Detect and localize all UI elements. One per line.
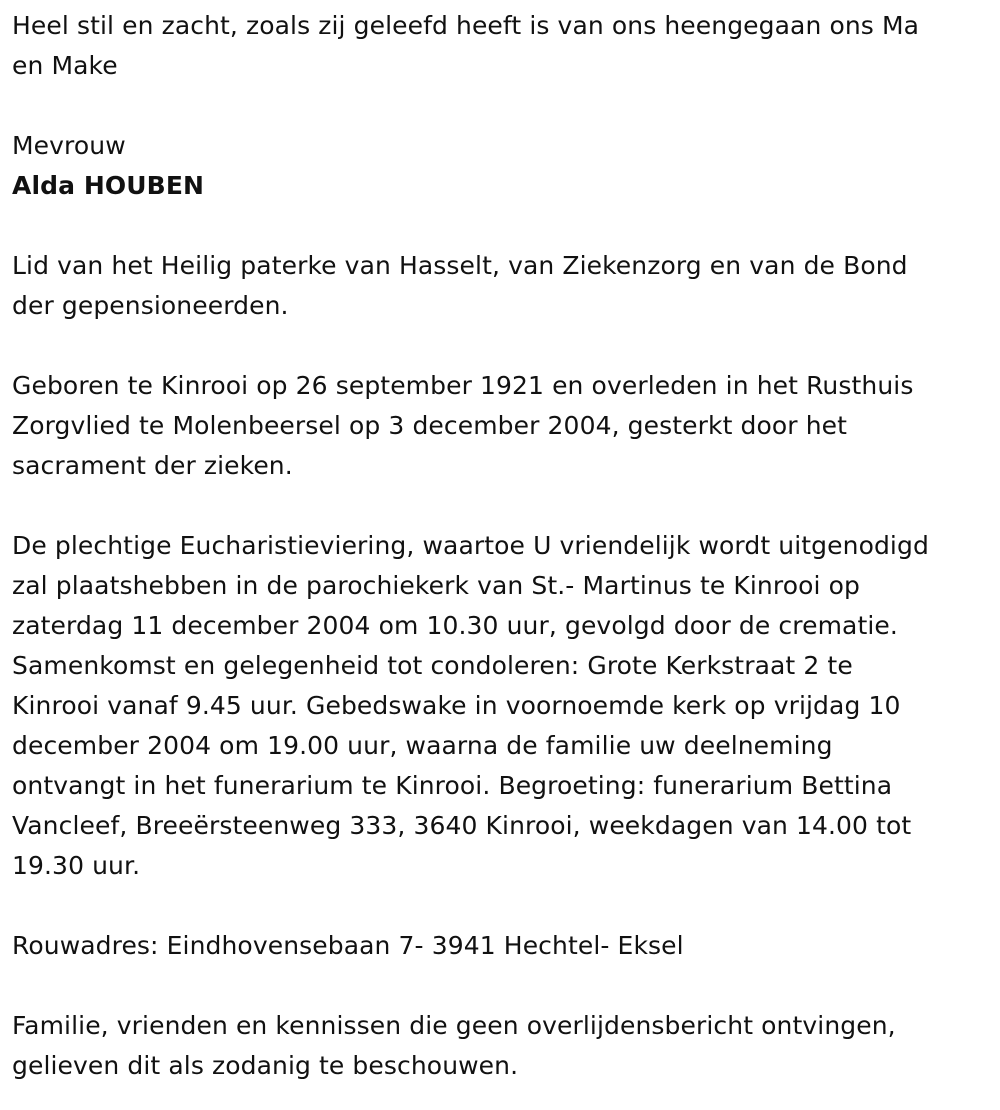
spacer [12,206,992,246]
spacer [12,86,992,126]
death-notice [12,6,992,1086]
deceased-name: Alda HOUBEN [12,171,205,200]
closing-paragraph: Familie, vrienden en kennissen die geen overlijdensbericht ontvingen, gelieven dit als zodanig te beschouwen. [12,1011,896,1080]
salutation: Mevrouw [12,131,126,160]
ceremony-paragraph: De plechtige Eucharistieviering, waartoe U vriendelijk wordt uitgenodigd zal plaatshebben in de parochiekerk van St.- Martinus te Kinrooi op zaterdag 11 december 2004 om 10.30 uur, gevolgd door de crematie. Samenkomst en gelegenheid tot condoleren: Grote Kerkstraat 2 te Kinrooi vanaf 9.45 uur. Gebedswake in voornoemde kerk op vrijdag 10 december 2004 om 19.00 uur, waarna de familie uw deelneming ontvangt in het funerarium te Kinrooi. Begroeting: funerarium Bettina Vancleef, Breeërsteenweg 333, 3640 Kinrooi, weekdagen van 14.00 tot 19.30 uur. [12,531,929,880]
mourning-address: Rouwadres: Eindhovensebaan 7- 3941 Hechtel- Eksel [12,931,684,960]
intro-paragraph: Heel stil en zacht, zoals zij geleefd heeft is van ons heengegaan ons Ma en Make [12,11,920,80]
spacer [12,486,992,526]
memberships-paragraph: Lid van het Heilig paterke van Hasselt, van Ziekenzorg en van de Bond der gepensioneerden. [12,251,908,320]
spacer [12,886,992,926]
birth-death-paragraph: Geboren te Kinrooi op 26 september 1921 en overleden in het Rusthuis Zorgvlied te Molenbeersel op 3 december 2004, gesterkt door het sacrament der zieken. [12,371,914,480]
spacer [12,326,992,366]
spacer [12,966,992,1006]
